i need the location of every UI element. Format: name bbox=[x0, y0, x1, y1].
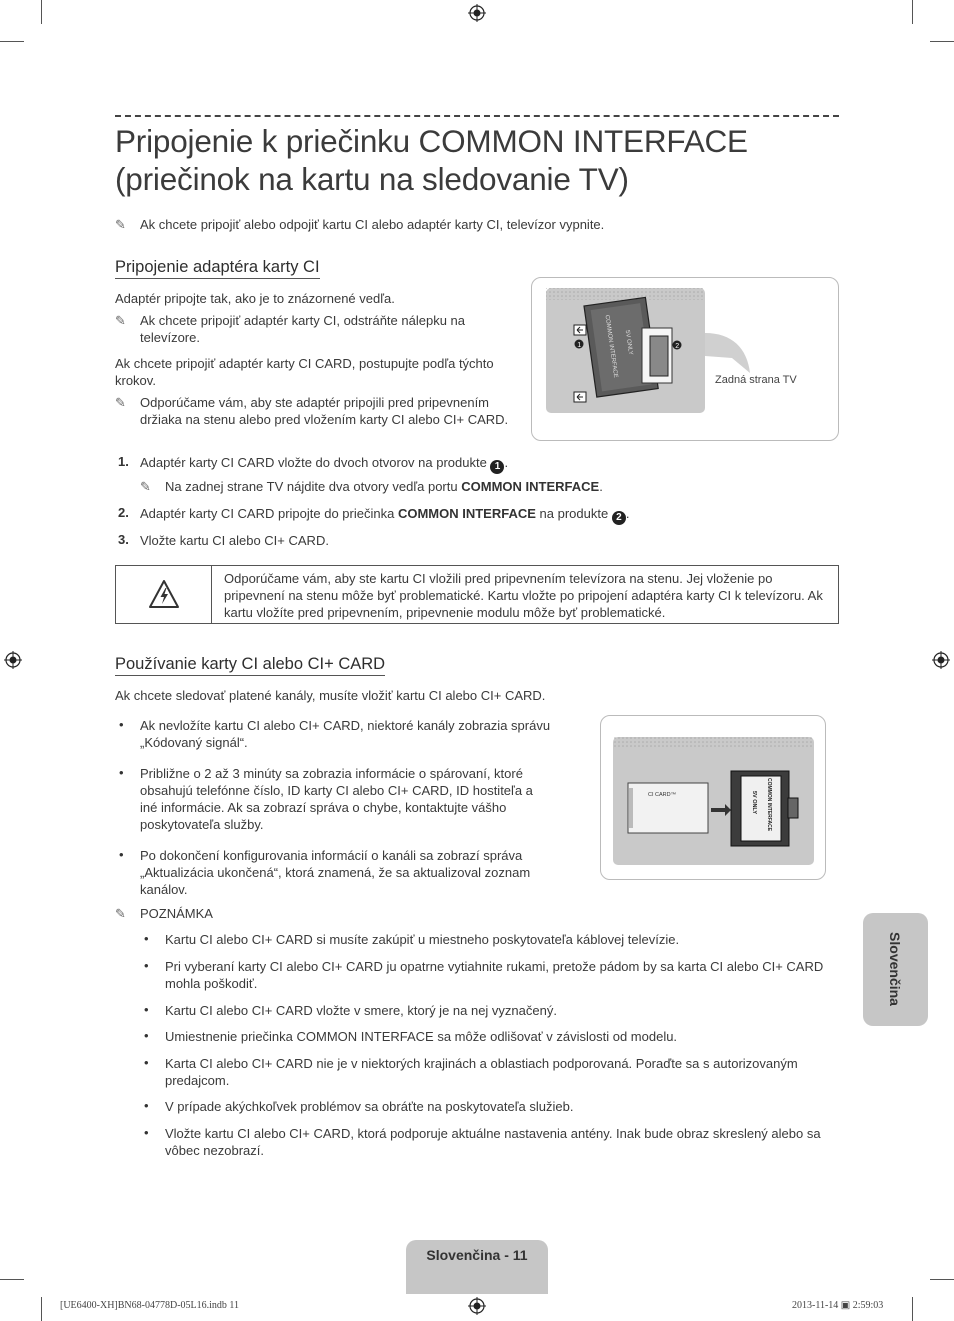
pencil-note-icon: ✎ bbox=[115, 217, 126, 232]
step-1: Adaptér karty CI CARD vložte do dvoch otvorov na produkte 1 . bbox=[140, 455, 509, 472]
figure1-5v-label: 5V ONLY bbox=[623, 329, 634, 356]
registration-mark-icon bbox=[932, 651, 950, 669]
page-title-line2: (priečinok na kartu na sledovanie TV) bbox=[115, 161, 629, 197]
bullet-dot: • bbox=[144, 931, 149, 946]
page-number-tab bbox=[406, 1240, 548, 1294]
ci-card-label: CI CARD™ bbox=[648, 792, 677, 798]
note-item-3: Kartu CI alebo CI+ CARD vložte v smere, ktorý je na nej vyznačený. bbox=[165, 1003, 557, 1018]
language-side-tab bbox=[863, 913, 928, 1026]
step-2-number: 2. bbox=[118, 505, 129, 520]
registration-mark-icon bbox=[468, 4, 486, 22]
step-2-badge: 2 bbox=[612, 511, 626, 525]
step-1-badge: 1 bbox=[490, 460, 504, 474]
bullet-dot: • bbox=[119, 765, 124, 780]
bullet-dot: • bbox=[144, 1098, 149, 1113]
crop-mark bbox=[912, 1297, 913, 1321]
adapter-paragraph-2: Ak chcete pripojiť adaptér karty CI CARD, postupujte podľa týchto krokov. bbox=[115, 356, 494, 388]
adapter-note-1-text: Ak chcete pripojiť adaptér karty CI, odstráňte nálepku na televízore. bbox=[140, 313, 465, 345]
figure-adapter-box bbox=[531, 277, 839, 441]
pencil-note-icon: ✎ bbox=[115, 313, 126, 328]
note-item-7: Vložte kartu CI alebo CI+ CARD, ktorá podporuje aktuálne nastavenia antény. Inak bude obraz skreslený alebo sa vôbec nezobrazí. bbox=[165, 1126, 821, 1158]
title-rule bbox=[115, 115, 839, 117]
adapter-note-2-text: Odporúčame vám, aby ste adaptér pripojili pred pripevnením držiaka na stenu alebo pred vložením karty CI alebo CI+ CARD. bbox=[140, 395, 509, 427]
section-heading-adapter: Pripojenie adaptéra karty CI bbox=[115, 257, 320, 279]
note-item-2: Pri vyberaní karty CI alebo CI+ CARD ju opatrne vytiahnite rukami, pretože pádom by sa karta CI alebo CI+ CARD mohla poškodiť. bbox=[165, 959, 824, 991]
warning-text: Odporúčame vám, aby ste kartu CI vložili pred pripevnením televízora na stenu. Jej vloženie po pripevnení na stenu môže byť problematické. Kartu vložte po pripojení adaptéra karty CI k televízoru. Ak kartu vložíte pred pripevnením, pripevnenie modulu môže byť problematické. bbox=[224, 571, 823, 620]
note-item-4: Umiestnenie priečinka COMMON INTERFACE sa môže odlišovať v závislosti od modelu. bbox=[165, 1029, 678, 1044]
step-1-note-text: Na zadnej strane TV nájdite dva otvory vedľa portu COMMON INTERFACE. bbox=[165, 479, 603, 494]
bullet-dot: • bbox=[144, 1028, 149, 1043]
ci-common-interface-label: COMMON INTERFACE bbox=[766, 778, 772, 832]
page-number-label: Slovenčina - 11 bbox=[426, 1247, 528, 1263]
crop-mark bbox=[41, 1297, 42, 1321]
crop-mark bbox=[0, 1279, 24, 1280]
ci-card-insert-illustration bbox=[601, 716, 825, 879]
badge-2: 2 bbox=[675, 343, 680, 350]
bullet-dot: • bbox=[144, 1055, 149, 1070]
figure-ci-card-box bbox=[600, 715, 826, 880]
bullet-dot: • bbox=[119, 847, 124, 862]
footer-file-info: [UE6400-XH]BN68-04778D-05L16.indb 11 bbox=[60, 1300, 240, 1311]
tv-back-adapter-illustration bbox=[532, 278, 838, 440]
registration-mark-icon bbox=[468, 1297, 486, 1315]
note-heading-text: POZNÁMKA bbox=[140, 906, 213, 921]
warning-triangle-icon bbox=[148, 578, 180, 610]
bullet-dot: • bbox=[144, 1125, 149, 1140]
ci-bullet-3: Po dokončení konfigurovania informácií o kanáli sa zobrazí správa „Aktualizácia ukončená“, ktorá znamená, že sa aktualizoval zoznam kanálov. bbox=[140, 848, 531, 897]
figure-label-tv-back: Zadná strana TV bbox=[715, 374, 797, 386]
intro-note-text: Ak chcete pripojiť alebo odpojiť kartu CI alebo adaptér karty CI, televízor vypnite. bbox=[140, 217, 605, 232]
pencil-note-icon: ✎ bbox=[140, 479, 151, 494]
page-title bbox=[115, 122, 855, 198]
step-1-text: Adaptér karty CI CARD vložte do dvoch otvorov na produkte bbox=[140, 455, 487, 470]
footer-timestamp: 2013-11-14 ▣ 2:59:03 bbox=[792, 1300, 884, 1311]
note-item-6: V prípade akýchkoľvek problémov sa obráťte na poskytovateľa služieb. bbox=[165, 1099, 574, 1114]
ci-bullet-2: Približne o 2 až 3 minúty sa zobrazia informácie o spárovaní, ktoré obsahujú telefónne číslo, ID karty CI alebo CI+ CARD, ID hostiteľa a iné informácie. Ak sa zobrazí správa o chybe, kontaktujte vášho poskytovateľa služby. bbox=[140, 766, 533, 832]
language-side-tab-label: Slovenčina bbox=[887, 932, 903, 1006]
bullet-dot: • bbox=[119, 717, 124, 732]
figure1-common-interface-label: COMMON INTERFACE bbox=[603, 314, 619, 379]
page-title-line1: Pripojenie k priečinku COMMON INTERFACE bbox=[115, 123, 748, 159]
bullet-dot: • bbox=[144, 958, 149, 973]
bullet-dot: • bbox=[144, 1002, 149, 1017]
step-2: Adaptér karty CI CARD pripojte do priečinka COMMON INTERFACE na produkte 2 . bbox=[140, 506, 630, 523]
pencil-note-icon: ✎ bbox=[115, 906, 126, 921]
adapter-paragraph-1: Adaptér pripojte tak, ako je to znázornené vedľa. bbox=[115, 291, 395, 306]
step-1-number: 1. bbox=[118, 454, 129, 469]
crop-mark bbox=[912, 0, 913, 24]
note-item-5: Karta CI alebo CI+ CARD nie je v niektorých krajinách a oblastiach podporovaná. Poraďte sa s autorizovaným predajcom. bbox=[165, 1056, 798, 1088]
ci-bullet-1: Ak nevložíte kartu CI alebo CI+ CARD, niektoré kanály zobrazia správu „Kódovaný signál“. bbox=[140, 718, 551, 750]
badge-1: 1 bbox=[577, 342, 582, 349]
ci-5v-label: 5V ONLY bbox=[751, 791, 757, 815]
crop-mark bbox=[930, 1279, 954, 1280]
ci-card-intro: Ak chcete sledovať platené kanály, musíte vložiť kartu CI alebo CI+ CARD. bbox=[115, 688, 546, 703]
registration-mark-icon bbox=[4, 651, 22, 669]
crop-mark bbox=[41, 0, 42, 24]
step-3-number: 3. bbox=[118, 532, 129, 547]
crop-mark bbox=[0, 41, 24, 42]
pencil-note-icon: ✎ bbox=[115, 395, 126, 410]
crop-mark bbox=[930, 41, 954, 42]
section-heading-ci-card: Používanie karty CI alebo CI+ CARD bbox=[115, 654, 385, 676]
note-item-1: Kartu CI alebo CI+ CARD si musíte zakúpiť u miestneho poskytovateľa káblovej televízie. bbox=[165, 932, 680, 947]
warning-box bbox=[115, 565, 839, 624]
step-3: Vložte kartu CI alebo CI+ CARD. bbox=[140, 533, 329, 548]
